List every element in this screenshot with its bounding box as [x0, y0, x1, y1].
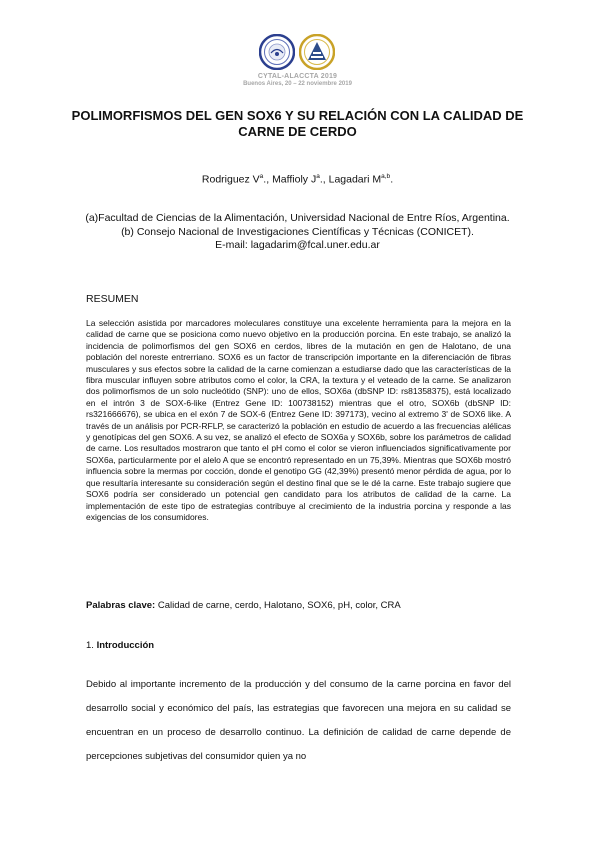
author-separator: ., [263, 173, 273, 186]
author-separator: . [390, 173, 394, 186]
keywords-value: Calidad de carne, cerdo, Halotano, SOX6, pH, color, CRA [155, 600, 401, 611]
conference-logos [0, 34, 595, 74]
contact-email: E-mail: lagadarim@fcal.uner.edu.ar [215, 239, 380, 251]
author-separator: ., [319, 173, 329, 186]
author-list [0, 173, 595, 186]
author-affiliation-mark: a [259, 173, 264, 180]
section-number: 1. [86, 640, 97, 651]
cytal-seal-icon [259, 34, 295, 70]
author-name: Lagadari M [328, 173, 382, 186]
keywords [86, 600, 511, 611]
conference-name: CYTAL-ALACCTA 2019 [257, 73, 338, 80]
paper-title: POLIMORFISMOS DEL GEN SOX6 Y SU RELACIÓN CON LA CALIDAD DE CARNE DE CERDO [71, 108, 524, 139]
affiliation-b: (b) Consejo Nacional de Investigaciones Científicas y Técnicas (CONICET). [121, 225, 474, 238]
author-name: Rodriguez V [201, 173, 260, 186]
keywords-label: Palabras clave: [86, 600, 156, 611]
section-title: Introducción [96, 640, 155, 651]
affiliation-a: (a)Facultad de Ciencias de la Alimentación, Universidad Nacional de Entre Ríos, Argentina. [85, 212, 510, 224]
abstract-text: La selección asistida por marcadores moleculares constituye una excelente herramienta para la mejora en la calidad de carne que se posiciona como nuevo objetivo en la producción porcina. En este trabajo, se analizó la incidencia de polimorfismos del gen SOX6 en cerdos, libres de la mutación en gen de Halotano, de una población del noreste entrerriano. SOX6 es un factor de transcripción importante en la diferenciación de fibras musculares y sus efectos sobre la calidad de la carne comienzan a estudiarse dado que las características de la fibra muscular influyen sobre atributos como el color, la CRA, la textura y el veteado de la carne. Se analizaron dos polimorfismos de un solo nucleótido (SNP): uno de ellos, SOX6a (dbSNP ID: rs81358375), está localizado en el intrón 3 de SOX-6-like (Entrez Gene ID: 100738152) mientras que el otro, SOX6b (dbSNP ID: rs321666676), se ubica en el exón 7 de SOX-6 (Entrez Gene ID: 397173), vecino al extremo 3' de SOX6 like. A través de un análisis por PCR-RFLP, se caracterizó la población en estudio de acuerdo a las frecuencias alélicas y genotípicas del gen SOX6. A su vez, se analizó el efecto de SOX6a y SOX6b, sobre los parámetros de calidad de carne. Los resultados mostraron que tanto el pH como el color se vieron influenciados significativamente por SOX6a, particularmente por el alelo A que se encontró representado en un 75,39%. Mientras que SOX6b mostró influencia sobre la mermas por cocción, donde el genotipo GG (42,39%) presentó menor pérdida de agua, por lo que resultaría interesante su consideración según el destino final que se le dé la carne. Este trabajo sugiere que SOX6 podría ser considerado un potencial gen candidato para los atributos de calidad de la carne. La implementación de este tipo de estrategias contribuye al crecimiento de la industria porcina y responde a las exigencias de los consumidores. [86, 318, 511, 522]
author-affiliation-mark: a [316, 173, 320, 180]
author-affiliation-mark: a,b [381, 173, 391, 180]
affiliations [80, 212, 515, 253]
author-name: Maffioly J [272, 173, 317, 186]
section-heading-introduccion [86, 640, 154, 651]
conference-date: Buenos Aires, 20 – 22 noviembre 2019 [243, 81, 352, 87]
introduccion-text: Debido al importante incremento de la producción y del consumo de la carne porcina en favor del desarrollo social y económico del país, las estrategias que favorecen una mejora en su calidad se encuentran en un proceso de desarrollo continuo. La definición de calidad de carne depende de percepciones subjetivas del consumidor quien ya no [86, 679, 511, 762]
abstract-heading: RESUMEN [86, 293, 139, 305]
alaccta-seal-icon [299, 34, 335, 70]
